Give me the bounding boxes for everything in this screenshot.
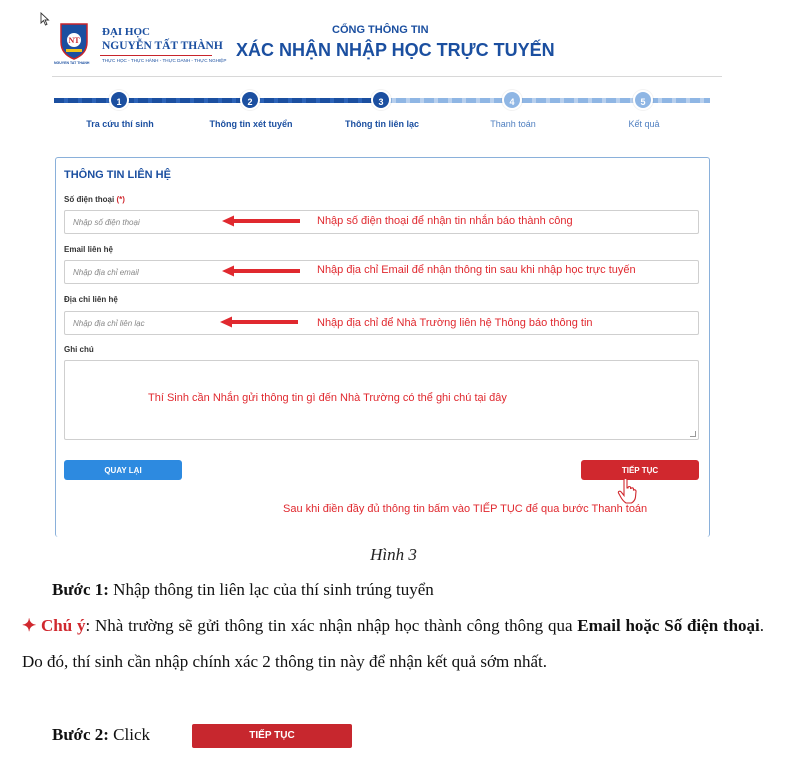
- address-label: Địa chỉ liên hệ: [64, 295, 118, 304]
- step-2-label: Thông tin xét tuyển: [209, 119, 293, 129]
- star-icon: ✦: [22, 616, 37, 635]
- portal-title: XÁC NHẬN NHẬP HỌC TRỰC TUYẾN: [236, 40, 555, 60]
- step-1-text: Nhập thông tin liên lạc của thí sinh trúng tuyển: [108, 580, 434, 599]
- step-1-indicator: 1: [109, 90, 129, 110]
- arrow-left-icon: [218, 316, 300, 328]
- step-3-indicator: 3: [371, 90, 391, 110]
- next-button[interactable]: TIẾP TỤC: [581, 460, 699, 480]
- divider: [100, 55, 212, 56]
- figure-caption: Hình 3: [370, 545, 417, 564]
- required-mark: (*): [116, 195, 125, 204]
- step-2-paragraph: [52, 717, 150, 753]
- address-annotation: Nhập địa chỉ để Nhà Trường liên hệ Thông báo thông tin: [317, 317, 593, 329]
- phone-annotation: Nhập số điện thoại để nhận tin nhắn báo thành công: [317, 215, 573, 227]
- hand-pointer-icon: [617, 478, 637, 504]
- next-annotation: Sau khi điền đầy đủ thông tin bấm vào TIẾP TỤC để qua bước Thanh toán: [283, 503, 648, 515]
- header-divider: [52, 76, 722, 77]
- step-3-label: Thông tin liên lạc: [345, 119, 419, 129]
- step-1-paragraph: [52, 572, 434, 608]
- resize-handle-icon[interactable]: [690, 431, 696, 437]
- step-1-title: Bước 1:: [52, 580, 109, 599]
- university-tagline: THỰC HỌC - THỰC HÀNH - THỰC DANH - THỰC NGHIỆP: [102, 58, 227, 63]
- email-annotation: Nhập địa chỉ Email để nhận thông tin sau khi nhập học trực tuyến: [317, 264, 636, 276]
- email-label: Email liên hệ: [64, 245, 113, 254]
- university-name-line1: ĐẠI HỌC: [102, 26, 150, 38]
- note-paragraph: [22, 608, 764, 680]
- progress-track-pending: [382, 98, 710, 103]
- step-2-title: Bước 2:: [52, 725, 109, 744]
- phone-label: [64, 195, 125, 204]
- phone-label-text: Số điện thoại: [64, 195, 115, 204]
- portal-subtitle: CỔNG THÔNG TIN: [332, 24, 429, 36]
- arrow-left-icon: [220, 215, 302, 227]
- back-button[interactable]: QUAY LẠI: [64, 460, 182, 480]
- form-title: THÔNG TIN LIÊN HỆ: [64, 169, 171, 181]
- university-name-line2: NGUYỄN TẤT THÀNH: [102, 40, 223, 52]
- arrow-left-icon: [220, 265, 302, 277]
- step-4-indicator: 4: [502, 90, 522, 110]
- progress-track-completed: [54, 98, 382, 103]
- step-4-label: Thanh toán: [490, 119, 536, 129]
- note-text-part1: : Nhà trường sẽ gửi thông tin xác nhận nhập học thành công thông qua: [85, 616, 578, 635]
- step-1-label: Tra cứu thí sinh: [86, 119, 154, 129]
- note-emphasis: Email hoặc Số điện thoại: [577, 616, 760, 635]
- mouse-cursor-icon: [40, 12, 50, 26]
- svg-text:NT: NT: [68, 36, 80, 45]
- note-text-part2: . Do đó, thí sinh cần nhập chính xác 2 thông tin này để nhận kết quả sớm nhất.: [22, 616, 765, 671]
- step-2-indicator: 2: [240, 90, 260, 110]
- step-5-indicator: 5: [633, 90, 653, 110]
- note-label: Ghi chú: [64, 345, 94, 354]
- university-logo-icon: [58, 22, 90, 60]
- next-button-illustration: TIẾP TỤC: [192, 724, 352, 748]
- note-title: Chú ý: [41, 616, 86, 635]
- step-2-text: Click: [108, 725, 151, 744]
- logo-caption: NGUYEN TAT THANH: [54, 61, 90, 65]
- note-annotation: Thí Sinh cần Nhắn gửi thông tin gì đến Nhà Trường có thể ghi chú tại đây: [148, 392, 507, 404]
- step-5-label: Kết quả: [628, 119, 660, 129]
